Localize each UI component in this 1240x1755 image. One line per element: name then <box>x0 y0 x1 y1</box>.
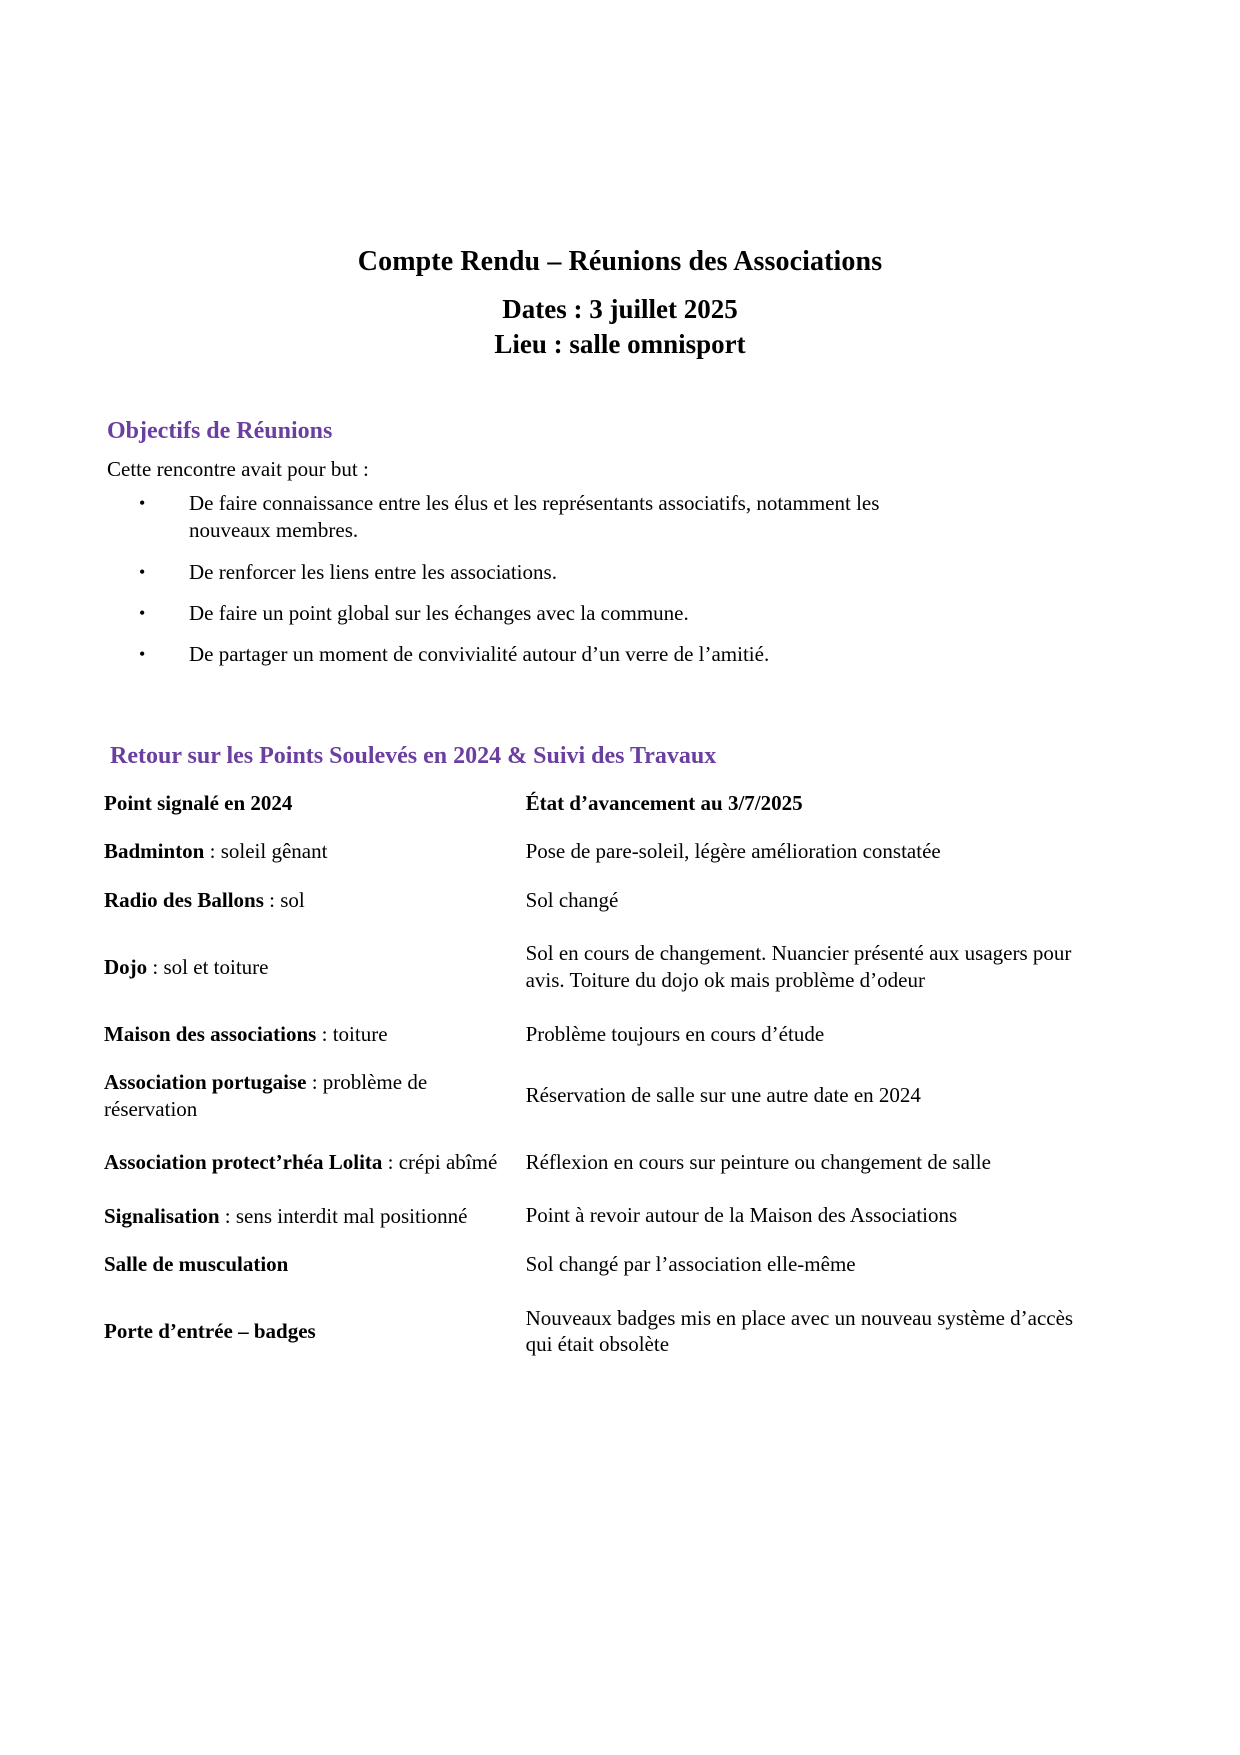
table-header-row <box>100 780 1100 827</box>
row-label: Badminton <box>104 839 205 864</box>
bullet-icon: • <box>139 602 146 623</box>
row-status-cell: Sol changé <box>525 887 619 912</box>
row-point-cell <box>100 1133 526 1192</box>
bullet-icon: • <box>139 644 146 665</box>
row-detail: : sens interdit mal positionné <box>219 1203 468 1228</box>
list-item-label: De partager un moment de convivialité autour d’un verre de l’amitié. <box>189 642 770 667</box>
meeting-place-line: Lieu : salle omnisport <box>494 329 746 360</box>
row-detail: : sol <box>263 887 305 912</box>
objectives-intro: Cette rencontre avait pour but : <box>107 457 369 481</box>
row-point-cell <box>100 1058 526 1133</box>
section-heading-retour: Retour sur les Points Soulevés en 2024 & Suivi des Travaux <box>110 743 717 769</box>
row-label: Salle de musculation <box>104 1252 289 1277</box>
row-status-cell: Pose de pare-soleil, légère amélioration constatée <box>525 839 941 863</box>
column-header-status: État d’avancement au 3/7/2025 <box>525 791 803 815</box>
row-detail: : problème de réservation <box>104 1070 428 1121</box>
row-label: Maison des associations <box>104 1021 317 1046</box>
table-row <box>100 1289 1100 1374</box>
objectives-list <box>107 490 1037 682</box>
status-table <box>100 780 1100 1374</box>
row-status-cell: Nouveaux badges mis en place avec un nouveau système d’accès qui était obsolète <box>525 1305 1074 1357</box>
table-row <box>100 1010 1100 1059</box>
row-point-cell <box>100 1289 526 1374</box>
table-row <box>100 1133 1100 1192</box>
table-row <box>100 827 1100 876</box>
table-row <box>100 1191 1100 1240</box>
row-status-cell: Problème toujours en cours d’étude <box>525 1021 825 1046</box>
column-header-point: Point signalé en 2024 <box>104 791 293 815</box>
list-item <box>107 641 1037 668</box>
list-item <box>107 559 1037 586</box>
list-item <box>107 600 1037 627</box>
row-status-cell: Sol en cours de changement. Nuancier présenté aux usagers pour avis. Toiture du dojo ok mais problème d’odeur <box>525 941 1072 992</box>
section-heading-objectifs: Objectifs de Réunions <box>107 418 333 444</box>
row-detail: : sol et toiture <box>147 954 269 979</box>
title-spacer <box>0 276 1240 292</box>
row-point-cell <box>100 924 526 1009</box>
row-point-cell <box>100 1240 526 1289</box>
row-label: Radio des Ballons <box>104 887 264 912</box>
row-label: Signalisation <box>104 1203 220 1228</box>
row-point-cell <box>100 1010 526 1059</box>
row-label: Association portugaise <box>104 1070 307 1095</box>
row-status-cell: Point à revoir autour de la Maison des Associations <box>525 1203 958 1228</box>
row-status-cell: Sol changé par l’association elle-même <box>525 1252 856 1277</box>
bullet-icon: • <box>139 493 146 513</box>
page-title: Compte Rendu – Réunions des Associations <box>357 246 883 277</box>
row-point-cell <box>100 1191 526 1240</box>
row-point-cell <box>100 827 526 876</box>
list-item-label: De renforcer les liens entre les associations. <box>189 559 557 584</box>
row-label: Dojo <box>104 954 148 979</box>
row-point-cell <box>100 876 526 925</box>
bullet-icon: • <box>139 561 146 582</box>
row-detail: : crépi abîmé <box>382 1149 498 1174</box>
meeting-date-line: Dates : 3 juillet 2025 <box>502 294 738 324</box>
list-item <box>107 490 1037 545</box>
row-label: Porte d’entrée – badges <box>104 1319 316 1344</box>
table-row <box>100 1240 1100 1289</box>
list-item-label: De faire connaissance entre les élus et les représentants associatifs, notamment les nouveaux membres. <box>189 491 880 543</box>
table-row <box>100 924 1100 1009</box>
row-detail: : toiture <box>316 1021 388 1046</box>
table-row <box>100 876 1100 925</box>
document-title-block <box>0 248 1240 362</box>
row-detail: : soleil gênant <box>204 839 328 864</box>
row-status-cell: Réservation de salle sur une autre date en 2024 <box>525 1083 921 1108</box>
row-label: Association protect’rhéa Lolita <box>104 1149 383 1174</box>
row-status-cell: Réflexion en cours sur peinture ou changement de salle <box>525 1149 991 1174</box>
list-item-label: De faire un point global sur les échanges avec la commune. <box>189 600 689 625</box>
table-row <box>100 1058 1100 1133</box>
